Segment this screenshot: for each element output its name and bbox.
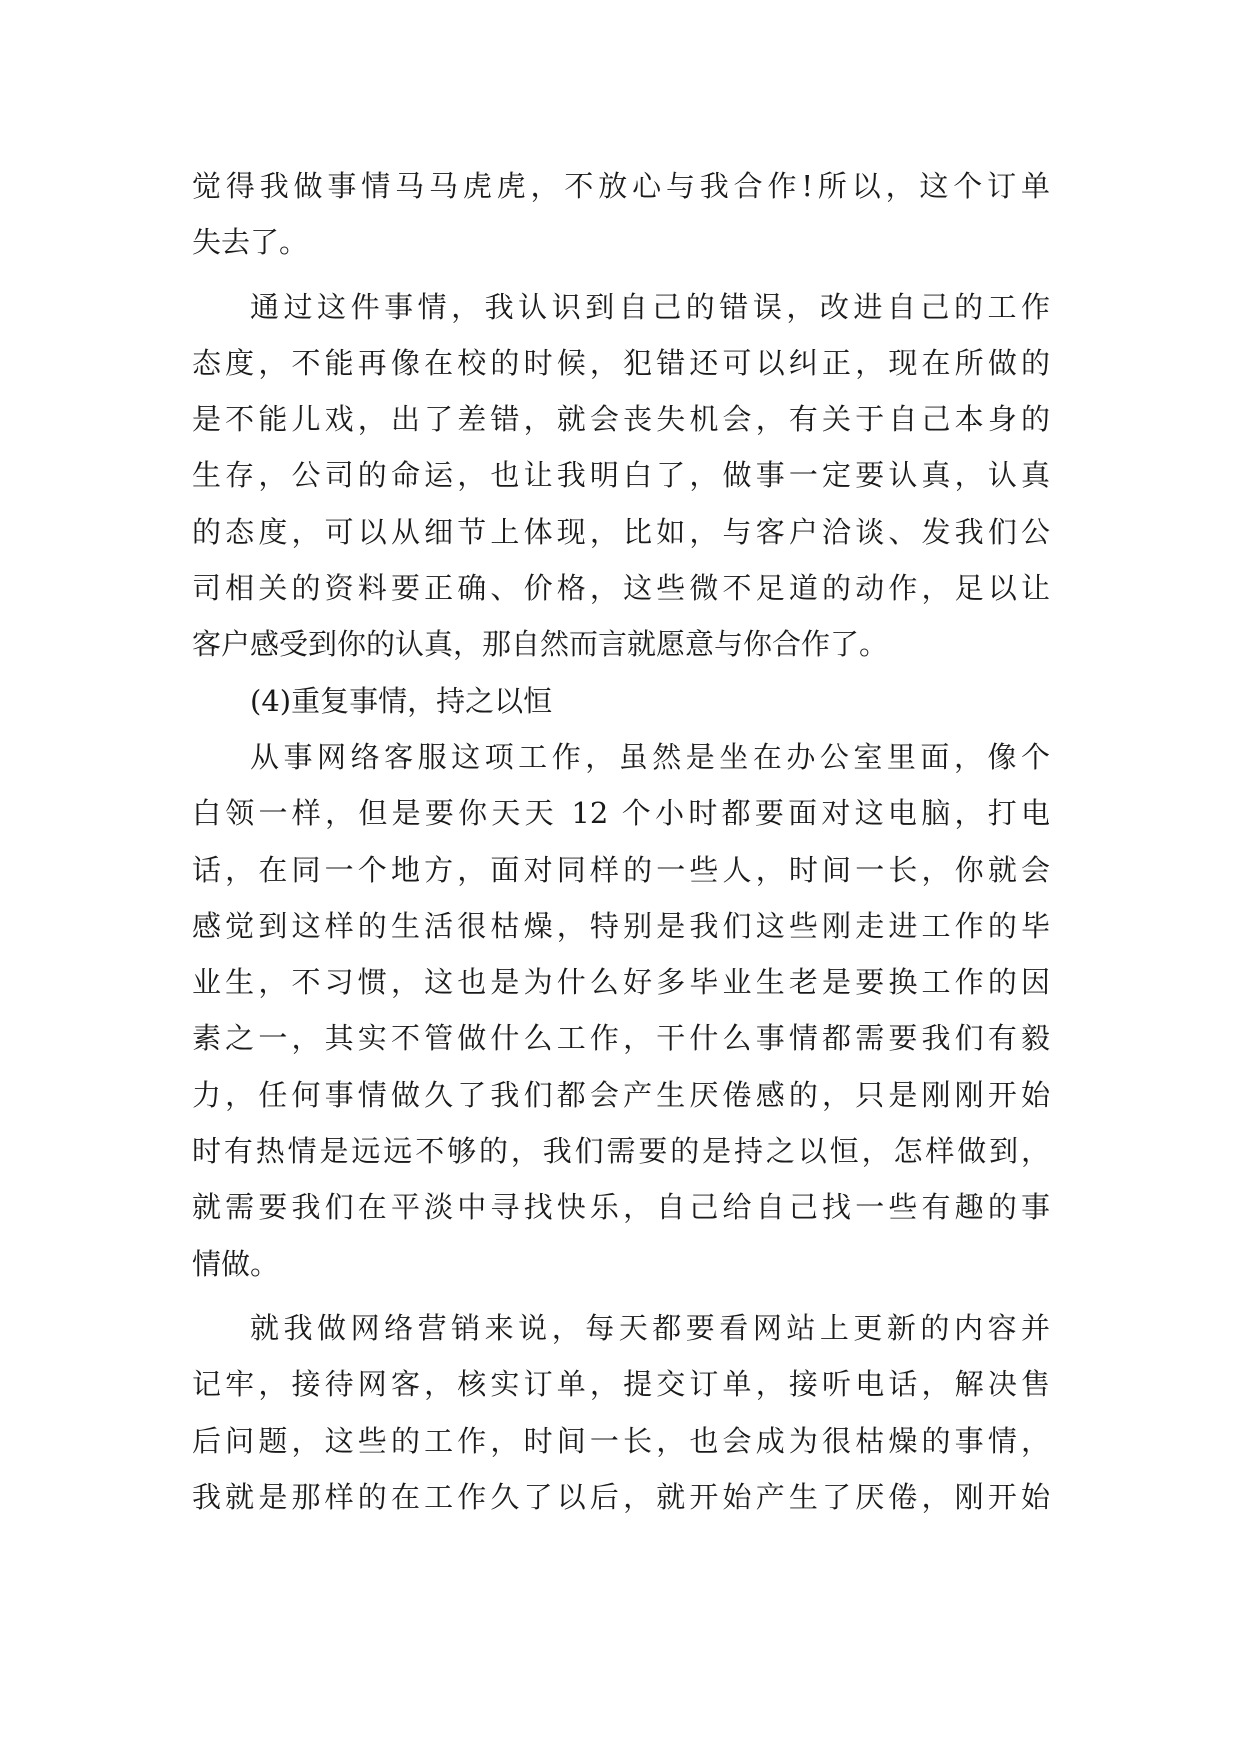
text-line: 从事网络客服这项工作，虽然是坐在办公室里面，像个	[250, 739, 1050, 774]
paragraph	[192, 729, 1050, 1292]
text-line: 司相关的资料要正确、价格，这些微不足道的动作，足以让	[192, 571, 1050, 606]
text-line: 后问题，这些的工作，时间一长，也会成为很枯燥的事情，	[192, 1423, 1050, 1458]
text-line: 力，任何事情做久了我们都会产生厌倦感的，只是刚刚开始	[192, 1077, 1050, 1112]
text-line: 的态度，可以从细节上体现，比如，与客户洽谈、发我们公	[192, 514, 1050, 549]
text-line: 通过这件事情，我认识到自己的错误，改进自己的工作	[250, 289, 1050, 324]
text-line: 业生，不习惯，这也是为什么好多毕业生老是要换工作的因	[192, 965, 1050, 1000]
text-line: 话，在同一个地方，面对同样的一些人，时间一长，你就会	[192, 852, 1050, 887]
paragraph	[192, 279, 1050, 673]
text-line: 我就是那样的在工作久了以后，就开始产生了厌倦，刚开始	[192, 1479, 1050, 1514]
text-line: 感觉到这样的生活很枯燥，特别是我们这些刚走进工作的毕	[192, 908, 1050, 943]
text-line: 就我做网络营销来说，每天都要看网站上更新的内容并	[250, 1310, 1050, 1345]
text-line: 觉得我做事情马马虎虎，不放心与我合作!所以，这个订单	[192, 169, 1050, 203]
section-heading	[192, 673, 1050, 729]
text-line: 白领一样，但是要你天天 12 个小时都要面对这电脑，打电	[192, 796, 1050, 831]
text-line: 素之一，其实不管做什么工作，干什么事情都需要我们有毅	[192, 1021, 1050, 1056]
paragraph	[192, 1300, 1050, 1525]
text-line: 就需要我们在平淡中寻找快乐，自己给自己找一些有趣的事	[192, 1190, 1050, 1225]
text-line: 记牢，接待网客，核实订单，提交订单，接听电话，解决售	[192, 1367, 1050, 1402]
paragraph	[192, 158, 1050, 271]
text-line: 时有热情是远远不够的，我们需要的是持之以恒，怎样做到，	[192, 1134, 1050, 1169]
section-heading-text: (4)重复事情，持之以恒	[250, 683, 553, 718]
text-line: 失去了。	[192, 225, 309, 260]
text-line: 客户感受到你的认真，那自然而言就愿意与你合作了。	[192, 627, 889, 662]
document-page	[192, 158, 1050, 1525]
text-line: 生存，公司的命运，也让我明白了，做事一定要认真，认真	[192, 458, 1050, 493]
text-line: 态度，不能再像在校的时候，犯错还可以纠正，现在所做的	[192, 345, 1050, 380]
text-line: 情做。	[192, 1246, 280, 1281]
text-line: 是不能儿戏，出了差错，就会丧失机会，有关于自己本身的	[192, 402, 1050, 437]
